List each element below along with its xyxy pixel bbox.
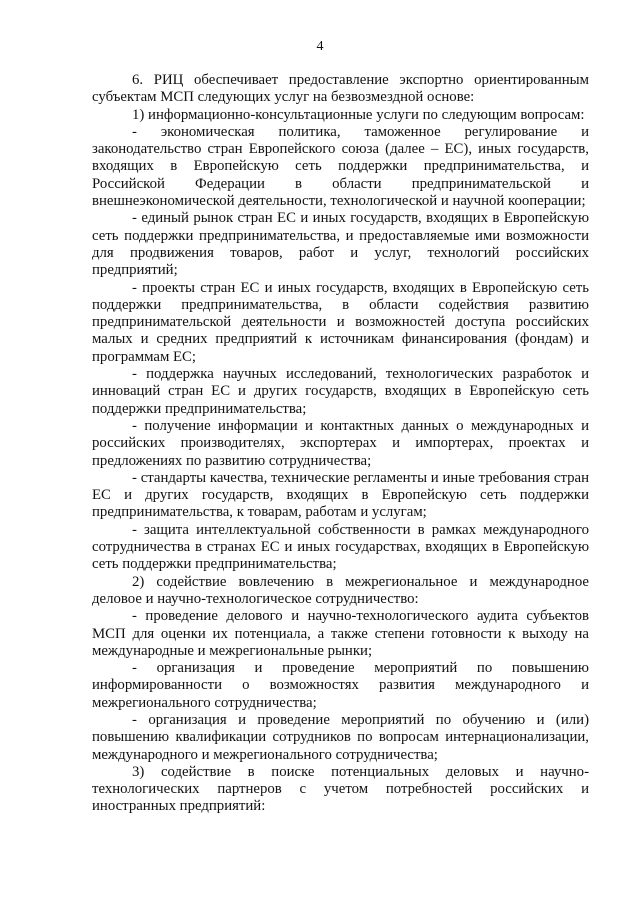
list-item-training-events: - организация и проведение мероприятий по обучению и (или) повышению квалификации сотрудников по вопросам интернационализации, международного и межрегионального сотрудничества; [92, 711, 589, 763]
paragraph-section-6: 6. РИЦ обеспечивает предоставление экспортно ориентированным субъектам МСП следующих услуг на безвозмездной основе: [92, 72, 589, 106]
list-item-ip-protection: - защита интеллектуальной собственности в рамках международного сотрудничества в странах ЕС и иных государствах, входящих в Европейскую сеть поддержки предпринимательства; [92, 521, 589, 573]
list-item-business-audit: - проведение делового и научно-технологического аудита субъектов МСП для оценки их потенциала, а также степени готовности к выходу на международные и межрегиональные рынки; [92, 608, 589, 659]
list-item-research-support: - поддержка научных исследований, технологических разработок и инноваций стран ЕС и других государств, входящих в Европейскую сеть поддержки предпринимательства; [92, 366, 589, 417]
paragraph-item-2: 2) содействие вовлечению в межрегиональное и международное деловое и научно-технологическое сотрудничество: [92, 573, 589, 607]
list-item-eu-projects: - проекты стран ЕС и иных государств, входящих в Европейскую сеть поддержки предпринимательства, в области содействия развитию предпринимательской деятельности и возможностей доступа российских малых и средних предприятий к источникам финансирования (фондам) и программам ЕС; [92, 279, 589, 365]
list-item-single-market: - единый рынок стран ЕС и иных государств, входящих в Европейскую сеть поддержки предпринимательства, и предоставляемые ими возможности для продвижения товаров, работ и услуг, технологий российских предприятий; [92, 210, 589, 279]
list-item-economic-policy: - экономическая политика, таможенное регулирование и законодательство стран Европейского союза (далее – ЕС), иных государств, входящих в Европейскую сеть поддержки предпринимательства, и Российской Федерации в области предпринимательской и внешнеэкономической деятельности, технологической и научной кооперации; [92, 123, 589, 210]
paragraph-item-1: 1) информационно-консультационные услуги по следующим вопросам: [132, 106, 585, 123]
list-item-contact-data: - получение информации и контактных данных о международных и российских производителях, экспортерах и импортерах, проектах и предложениях по развитию сотрудничества; [92, 417, 589, 469]
list-item-quality-standards: - стандарты качества, технические регламенты и иные требования стран ЕС и других государств, входящих в Европейскую сеть поддержки предпринимательства, к товарам, работам и услугам; [92, 469, 589, 521]
document-body [92, 72, 589, 816]
list-item-awareness-events: - организация и проведение мероприятий по повышению информированности о возможностях развития международного и межрегионального сотрудничества; [92, 660, 589, 711]
paragraph-item-3: 3) содействие в поиске потенциальных деловых и научно-технологических партнеров с учетом потребностей российских и иностранных предприятий: [92, 763, 589, 815]
page-number: 4 [316, 39, 324, 54]
